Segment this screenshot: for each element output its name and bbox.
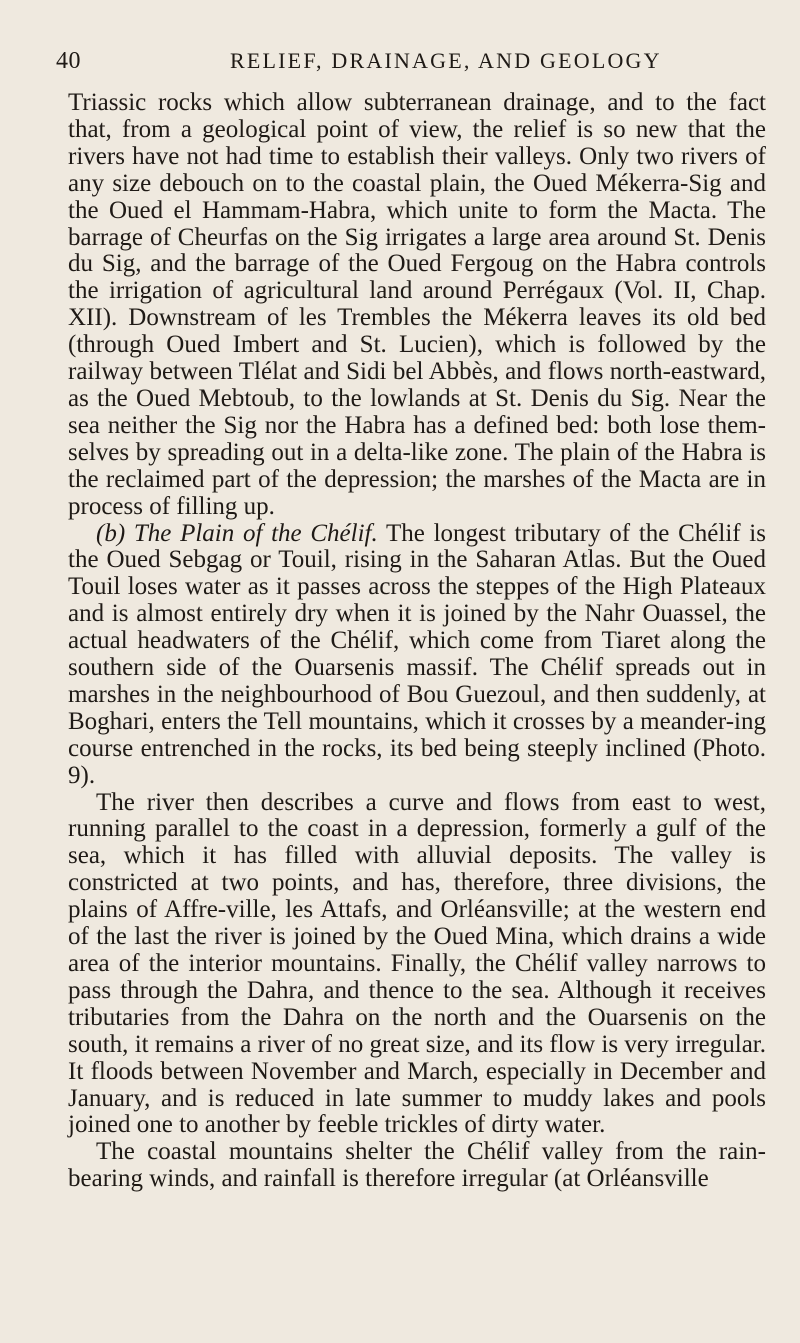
paragraph-2-text: The longest tributary of the Chélif is the Oued Sebgag or Touil, rising in the Saharan Atlas. But the Oued Touil loses water as it passes across the steppes of the High Plateaux and is almost entirely dry when it is joined by the Nahr Ouassel, the actual headwaters of the Chélif, which come from Tiaret along the southern side of the Ouarsenis massif. The Chélif spreads out in marshes in the neighbourhood of Bou Guezoul, and then suddenly, at Boghari, enters the Tell mountains, which it crosses by a meander-ing course entrenched in the rocks, its bed being steeply inclined (Photo. 9). xyxy=(68,519,766,789)
page-number: 40 xyxy=(56,48,81,74)
section-heading-chelif: (b) The Plain of the Chélif. xyxy=(96,519,378,547)
paragraph-4-text: The coastal mountains shelter the Chélif valley from the rain-bearing winds, and rainfall is therefore irregular (at Orléansville xyxy=(68,1138,766,1193)
paragraph-4 xyxy=(68,1139,766,1193)
page-header xyxy=(56,48,766,88)
running-head: RELIEF, DRAINAGE, AND GEOLOGY xyxy=(230,48,662,73)
paragraph-3 xyxy=(68,790,766,1140)
paragraph-2 xyxy=(68,521,766,790)
paragraph-1 xyxy=(68,90,766,521)
paragraph-3-text: The river then describes a curve and flows from east to west, running parallel to the coast in a depression, formerly a gulf of the sea, which it has filled with alluvial deposits. The valley is constricted at two points, and has, therefore, three divisions, the plains of Affre-ville, les Attafs, and Orléansville; at the western end of the last the river is joined by the Oued Mina, which drains a wide area of the interior mountains. Finally, the Chélif valley narrows to pass through the Dahra, and thence to the sea. Although it receives tributaries from the Dahra on the north and the Ouarsenis on the south, it remains a river of no great size, and its flow is very irregular. It floods between November and March, especially in December and January, and is reduced in late summer to muddy lakes and pools joined one to another by feeble trickles of dirty water. xyxy=(68,788,766,1139)
paragraph-1-text: Triassic rocks which allow subterranean drainage, and to the fact that, from a geological point of view, the relief is so new that the rivers have not had time to establish their valleys. Only two rivers of any size debouch on to the coastal plain, the Oued Mékerra-Sig and the Oued el Hammam-Habra, which unite to form the Macta. The barrage of Cheurfas on the Sig irrigates a large area around St. Denis du Sig, and the barrage of the Oued Fergoug on the Habra controls the irrigation of agricultural land around Perrégaux (Vol. II, Chap. XII). Downstream of les Trembles the Mékerra leaves its old bed (through Oued Imbert and St. Lucien), which is followed by the railway between Tlélat and Sidi bel Abbès, and flows north-eastward, as the Oued Mebtoub, to the lowlands at St. Denis du Sig. Near the sea neither the Sig nor the Habra has a defined bed: both lose them-selves by spreading out in a delta-like zone. The plain of the Habra is the reclaimed part of the depression; the marshes of the Macta are in process of filling up. xyxy=(68,89,766,520)
body-text xyxy=(68,90,766,1193)
